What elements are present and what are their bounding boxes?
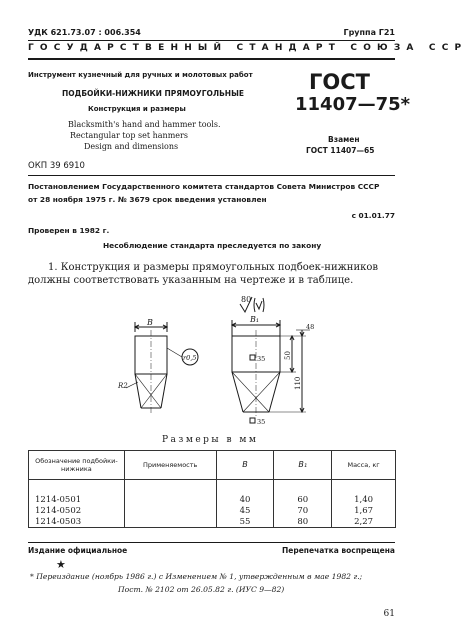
title-en-1: Blacksmith's hand and hammer tools.	[68, 120, 221, 129]
footer-rule	[28, 542, 395, 543]
roughness-mark	[240, 295, 264, 312]
left-view	[117, 318, 198, 414]
header-B: B	[216, 451, 274, 480]
cell-application	[124, 505, 216, 516]
okp-code: ОКП 39 6910	[28, 161, 85, 171]
label-35-top: 35	[257, 355, 266, 363]
standard-line: ГОСУДАРСТВЕННЫЙ СТАНДАРТ СОЮЗА ССР	[28, 43, 467, 53]
table-row	[29, 480, 396, 506]
title-main: ПОДБОЙКИ-НИЖНИКИ ПРЯМОУГОЛЬНЫЕ	[62, 89, 244, 98]
label-B1: B₁	[250, 315, 260, 324]
decree-line-2: от 28 ноября 1975 г. № 3679 срок введения установлен	[28, 195, 267, 204]
replaces-label: Взамен	[328, 135, 360, 144]
cell-designation: 1214-0502	[29, 505, 125, 516]
technical-drawing	[0, 290, 417, 430]
header-rule-top	[28, 40, 395, 41]
reissue-note-1: * Переиздание (ноябрь 1986 г.) с Изменением № 1, утвержденным в мае 1982 г.;	[30, 572, 363, 581]
cell-mass: 1,40	[332, 480, 396, 506]
header-B1: B₁	[274, 451, 332, 480]
dim-110: 110	[294, 376, 302, 390]
star-mark: ★	[56, 558, 66, 571]
reissue-note-2: Пост. № 2102 от 26.05.82 г. (ИУС 9—82)	[118, 585, 285, 594]
clause-1-line-1: 1. Конструкция и размеры прямоугольных подбоек-нижников	[48, 262, 379, 273]
clause-1-line-2: должны соответствовать указанным на чертеже и в таблице.	[28, 275, 354, 286]
cell-application	[124, 480, 216, 506]
gost-number: 11407—75*	[295, 94, 411, 115]
dim-48: 48	[306, 323, 315, 331]
label-B: B	[147, 318, 153, 327]
decree-date: с 01.01.77	[351, 211, 395, 220]
label-r05: r0,5	[183, 354, 197, 362]
cell-B: 45	[216, 505, 274, 516]
cell-B: 55	[216, 516, 274, 528]
udk-code: УДК 621.73.07 : 006.354	[28, 28, 141, 37]
table-row	[29, 505, 396, 516]
header-rule-bottom	[28, 58, 395, 60]
title-en-2: Rectangular top set hanmers	[70, 131, 188, 140]
cell-mass: 2,27	[332, 516, 396, 528]
roughness-value: 80	[241, 295, 252, 304]
title-sub: Конструкция и размеры	[88, 105, 186, 113]
cell-designation: 1214-0501	[29, 480, 125, 506]
cell-application	[124, 516, 216, 528]
dimensions-table	[28, 450, 396, 528]
cell-B1: 60	[274, 480, 332, 506]
official-edition: Издание официальное	[28, 546, 128, 555]
cell-designation: 1214-0503	[29, 516, 125, 528]
cell-B: 40	[216, 480, 274, 506]
cell-B1: 80	[274, 516, 332, 528]
replaces-value: ГОСТ 11407—65	[306, 146, 375, 155]
dim-50: 50	[284, 351, 292, 360]
title-rule	[28, 175, 395, 176]
checked-year: Проверен в 1982 г.	[28, 226, 110, 235]
table-row	[29, 516, 396, 528]
gost-label: ГОСТ	[309, 70, 370, 94]
law-warning: Несоблюдение стандарта преследуется по закону	[103, 241, 322, 250]
title-tool: Инструмент кузнечный для ручных и молотовых работ	[28, 71, 253, 79]
label-R2: R2	[118, 382, 128, 390]
cell-mass: 1,67	[332, 505, 396, 516]
decree-line-1: Постановлением Государственного комитета стандартов Совета Министров СССР	[28, 182, 380, 191]
header-designation: Обозначение подбойки-нижника	[29, 451, 125, 480]
table-caption: Размеры в мм	[162, 435, 259, 445]
header-application: Применяемость	[124, 451, 216, 480]
right-view	[232, 315, 314, 426]
reprint-prohibited: Перепечатка воспрещена	[281, 546, 395, 555]
title-en-3: Design and dimensions	[84, 142, 179, 151]
header-mass: Масса, кг	[332, 451, 396, 480]
cell-B1: 70	[274, 505, 332, 516]
page-number: 61	[383, 609, 395, 619]
group-code: Группа Г21	[343, 28, 395, 37]
label-35-bottom: 35	[257, 418, 266, 426]
